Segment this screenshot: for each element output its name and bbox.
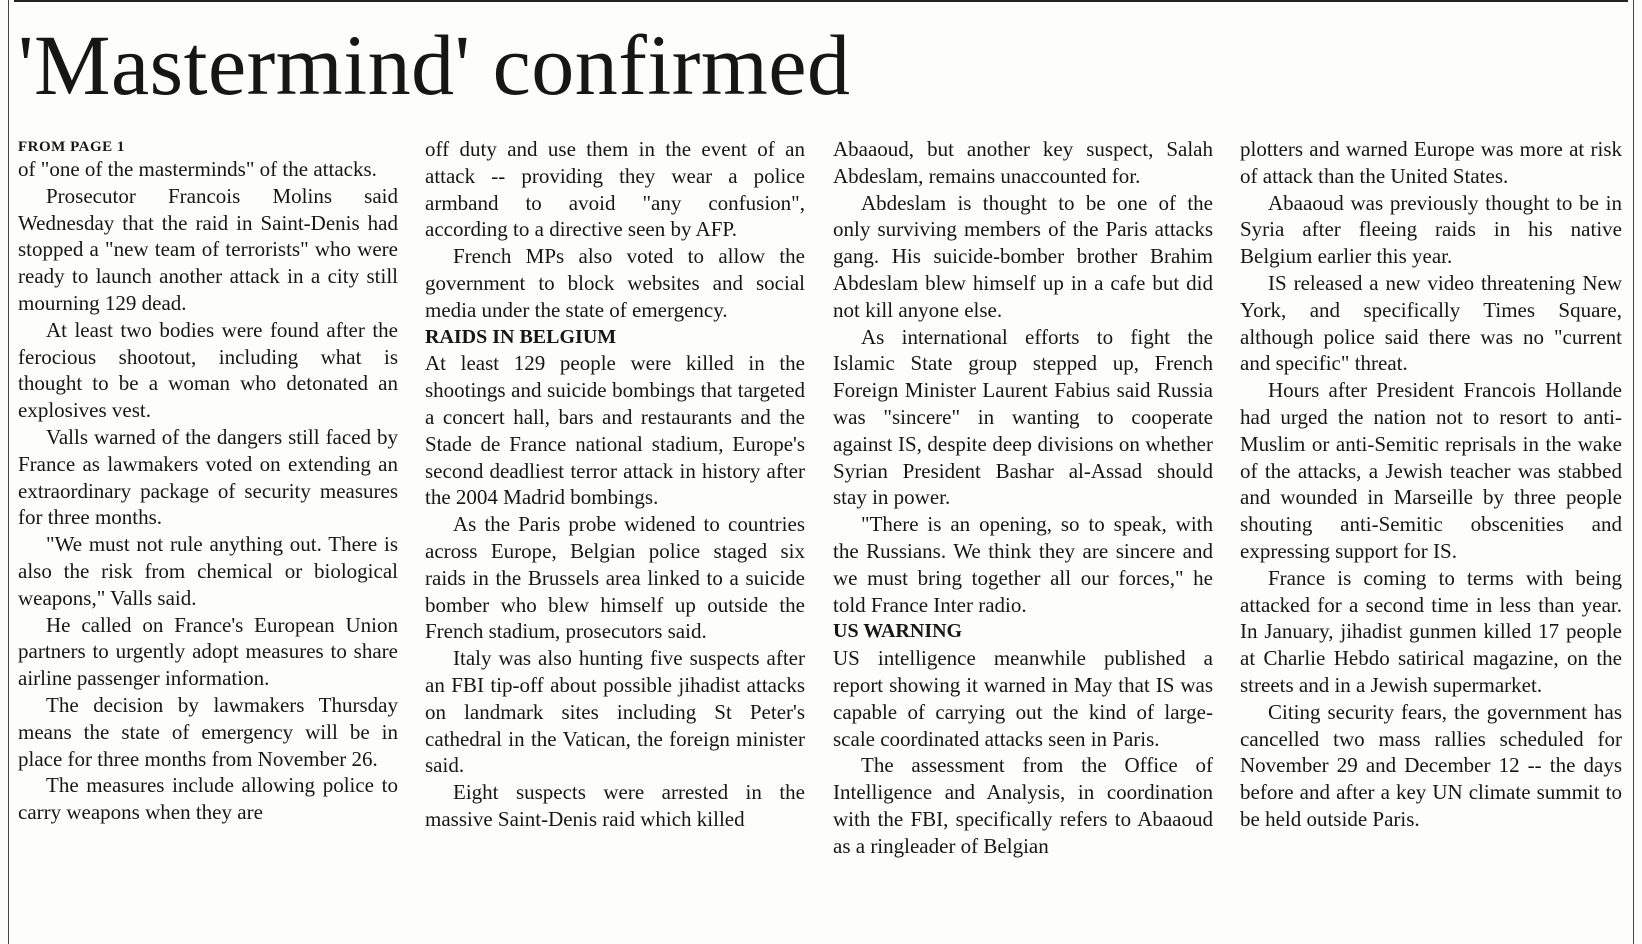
- article-paragraph: off duty and use them in the event of an attack -- providing they wear a police armband to avoid "any confusion", according to a directive seen by AFP.: [425, 137, 805, 242]
- article-paragraph: Abaaoud, but another key suspect, Salah Abdeslam, remains unaccounted for.: [833, 137, 1213, 188]
- article-paragraph: IS released a new video threatening New York, and specifically Times Square, although police said there was no "current and specific" threat.: [1240, 270, 1622, 376]
- article-paragraph: He called on France's European Union partners to urgently adopt measures to share airline passenger information.: [18, 612, 398, 691]
- top-rule: [14, 0, 1628, 2]
- article-paragraph: Eight suspects were arrested in the massive Saint-Denis raid which killed: [425, 780, 805, 831]
- article-paragraph: French MPs also voted to allow the government to block websites and social media under the state of emergency.: [425, 244, 805, 322]
- article-paragraph: "We must not rule anything out. There is also the risk from chemical or biological weapons," Valls said.: [18, 532, 398, 610]
- article-paragraph: plotters and warned Europe was more at risk of attack than the United States.: [1240, 137, 1622, 188]
- article-paragraph: At least two bodies were found after the ferocious shootout, including what is thought to be a woman who detonated an explosives vest.: [18, 317, 398, 423]
- article-paragraph: As the Paris probe widened to countries across Europe, Belgian police staged six raids in the Brussels area linked to a suicide bomber who blew himself up outside the French stadium, prosecutors said.: [425, 512, 805, 644]
- article-paragraph: "There is an opening, so to speak, with the Russians. We think they are sincere and we must bring together all our forces," he told France Inter radio.: [833, 512, 1213, 617]
- article-column-3: [833, 136, 1213, 944]
- article-paragraph: Hours after President Francois Hollande had urged the nation not to resort to anti-Muslim or anti-Semitic reprisals in the wake of the attacks, a Jewish teacher was stabbed and wounded in Marseille by three people shouting anti-Semitic obscenities and expressing support for IS.: [1240, 378, 1622, 563]
- article-paragraph: Italy was also hunting five suspects after an FBI tip-off about possible jihadist attacks on landmark sites including St Peter's cathedral in the Vatican, the foreign minister said.: [425, 646, 805, 778]
- article-column-2: [425, 136, 805, 944]
- article-paragraph: Abaaoud was previously thought to be in Syria after fleeing raids in his native Belgium earlier this year.: [1240, 190, 1622, 269]
- article-paragraph: The decision by lawmakers Thursday means the state of emergency will be in place for three months from November 26.: [18, 692, 398, 771]
- article-paragraph: Valls warned of the dangers still faced by France as lawmakers voted on extending an extraordinary package of security measures for three months.: [18, 424, 398, 530]
- section-subhead: RAIDS IN BELGIUM: [425, 325, 617, 348]
- article-paragraph: As international efforts to fight the Islamic State group stepped up, French Foreign Minister Laurent Fabius said Russia was "sincere" in wanting to cooperate against IS, despite deep divisions on whether Syrian President Bashar al-Assad should stay in power.: [833, 324, 1213, 510]
- article-paragraph: of "one of the masterminds" of the attacks.: [18, 157, 377, 181]
- article-paragraph: US intelligence meanwhile published a report showing it warned in May that IS was capable of carrying out the kind of large-scale coordinated attacks seen in Paris.: [833, 646, 1213, 751]
- article-paragraph: Citing security fears, the government has cancelled two mass rallies scheduled for November 29 and December 12 -- the days before and after a key UN climate summit to be held outside Paris.: [1240, 699, 1622, 831]
- article-column-4: [1240, 136, 1622, 944]
- left-rule: [8, 0, 9, 944]
- headline: 'Mastermind' confirmed: [18, 17, 851, 113]
- section-subhead: US WARNING: [833, 620, 963, 643]
- article-paragraph: At least 129 people were killed in the shootings and suicide bombings that targeted a concert hall, bars and restaurants and the Stade de France national stadium, Europe's second deadliest terror attack in history after the 2004 Madrid bombings.: [425, 351, 805, 510]
- article-paragraph: France is coming to terms with being attacked for a second time in less than year. In January, jihadist gunmen killed 17 people at Charlie Hebdo satirical magazine, on the streets and in a Jewish supermarket.: [1240, 565, 1622, 697]
- kicker-from-page: FROM PAGE 1: [18, 139, 125, 155]
- article-paragraph: Abdeslam is thought to be one of the only surviving members of the Paris attacks gang. His suicide-bomber brother Brahim Abdeslam blew himself up in a cafe but did not kill anyone else.: [833, 190, 1213, 322]
- article-column-1: [18, 136, 398, 944]
- right-rule: [1633, 0, 1634, 944]
- article-paragraph: The measures include allowing police to carry weapons when they are: [18, 773, 398, 825]
- article-paragraph: The assessment from the Office of Intelligence and Analysis, in coordination with the FBI, specifically refers to Abaaoud as a ringleader of Belgian: [833, 753, 1213, 858]
- article-paragraph: Prosecutor Francois Molins said Wednesday that the raid in Saint-Denis had stopped a "new team of terrorists" who were ready to launch another attack in a city still mourning 129 dead.: [18, 183, 398, 315]
